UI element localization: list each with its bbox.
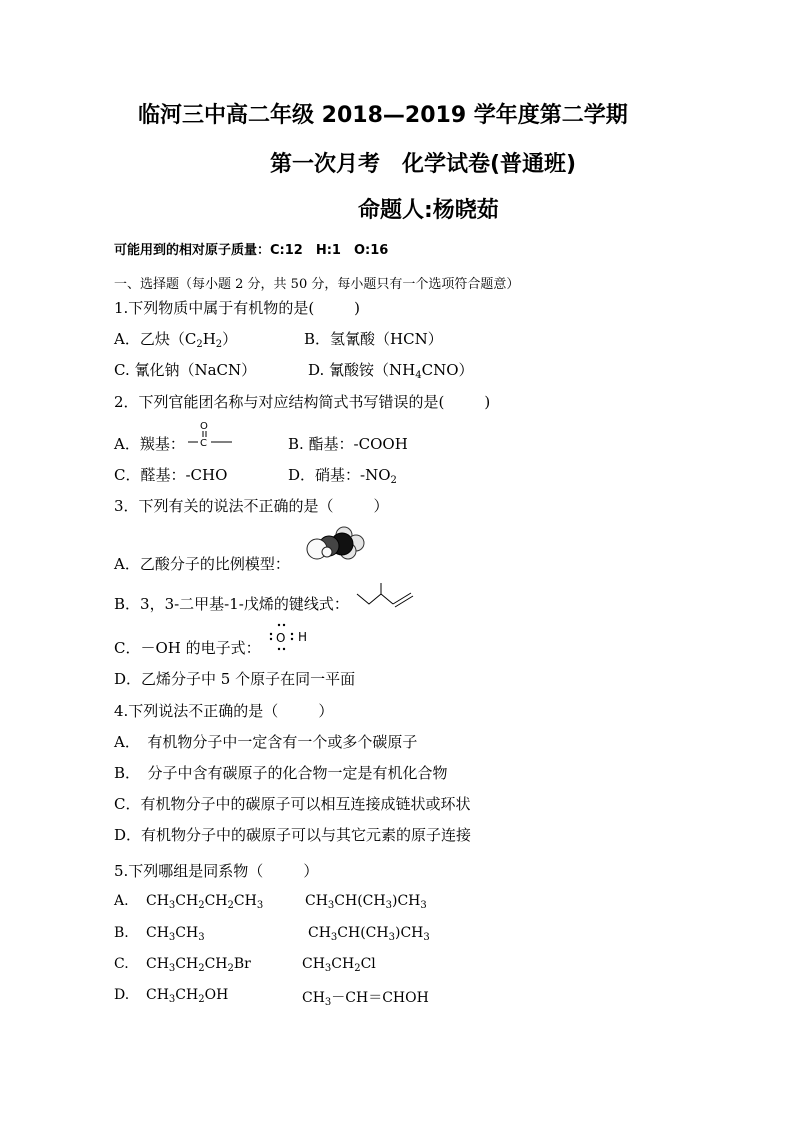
section-heading: 一、选择题（每小题 2 分，共 50 分，每小题只有一个选项符合题意）: [114, 277, 520, 292]
carbonyl-o-label: O: [200, 421, 208, 432]
q3-option-a: A．乙酸分子的比例模型：: [114, 555, 290, 573]
q4-option-d: D．有机物分子中的碳原子可以与其它元素的原子连接: [114, 826, 472, 844]
question-1-stem: [114, 297, 360, 318]
q3-option-c: C．－OH 的电子式：: [114, 639, 261, 657]
q5-option-d-label: D.: [114, 987, 130, 1003]
q3-option-d: D．乙烯分子中 5 个原子在同一平面: [114, 670, 356, 688]
q4-option-a: A． 有机物分子中一定含有一个或多个碳原子: [114, 733, 418, 751]
hydroxyl-electron-dot-formula: [268, 621, 318, 651]
q5-option-b-formula-1: $CH_3CH_3$: [146, 925, 205, 943]
q1-option-d: D. 氰酸铵$(NH_4CNO)$: [308, 361, 474, 381]
question-5-stem: 5.下列哪组是同系物（ ）: [114, 862, 319, 880]
q5-option-d-formula-2: $CH_3-CH=CHOH$: [302, 990, 429, 1008]
question-3-stem: 3．下列有关的说法不正确的是（ ）: [114, 497, 389, 515]
title-line-2: 第一次月考 化学试卷(普通班): [270, 152, 577, 177]
title-author: 命题人:杨晓茹: [358, 198, 499, 223]
hydroxyl-h-label: H: [298, 630, 308, 644]
question-4-stem: 4.下列说法不正确的是（ ）: [114, 702, 334, 720]
title-line-1: 临河三中高二年级 2018—2019 学年度第二学期: [138, 103, 628, 128]
question-1-text: 1.下列物质中属于有机物的是(: [114, 299, 315, 317]
q1-option-b: B．氢氰酸（HCN）: [304, 330, 443, 348]
hydroxyl-o-label: O: [276, 631, 286, 645]
q5-option-d-formula-1: $CH_3CH_2OH$: [146, 987, 229, 1005]
q5-option-b-label: B.: [114, 925, 129, 941]
question-1-paren: ): [354, 299, 361, 317]
q5-option-c-formula-1: $CH_3CH_2CH_2Br$: [146, 956, 251, 974]
q5-option-b-formula-2: $CH_3CH(CH_3)CH_3$: [308, 925, 430, 943]
q1-option-a: A．乙炔$(C_2H_2)$: [114, 330, 238, 350]
carbonyl-structure: [186, 420, 238, 450]
q2-option-c: C．醛基：-CHO: [114, 466, 228, 484]
q3-option-b: B．3，3-二甲基-1-戊烯的键线式：: [114, 595, 349, 613]
question-2-stem: 2．下列官能团名称与对应结构简式书写错误的是( ): [114, 393, 491, 411]
q4-option-c: C．有机物分子中的碳原子可以相互连接成链状或环状: [114, 795, 471, 813]
q2-option-a: A．羰基：: [114, 435, 185, 453]
q5-option-a-label: A.: [114, 893, 129, 909]
q5-option-c-formula-2: $CH_3CH_2Cl$: [302, 956, 376, 974]
skeletal-formula-3-3-dimethyl-1-pentene: [356, 582, 416, 608]
q1-option-c: C. 氰化钠（NaCN）: [114, 361, 257, 379]
q5-option-c-label: C.: [114, 956, 129, 972]
q5-option-a-formula-1: $CH_3CH_2CH_2CH_3$: [146, 893, 264, 911]
carbonyl-c-label: C: [200, 438, 207, 449]
q2-option-b: B. 酯基：-COOH: [288, 435, 408, 453]
atomic-masses: 可能用到的相对原子质量：C:12 H:1 O:16: [114, 243, 389, 258]
q2-option-d: D．硝基：$-NO_2$: [288, 466, 397, 486]
q5-option-a-formula-2: $CH_3CH(CH_3)CH_3$: [305, 893, 427, 911]
acetic-acid-space-filling-model: [300, 523, 370, 563]
q4-option-b: B． 分子中含有碳原子的化合物一定是有机化合物: [114, 764, 448, 782]
